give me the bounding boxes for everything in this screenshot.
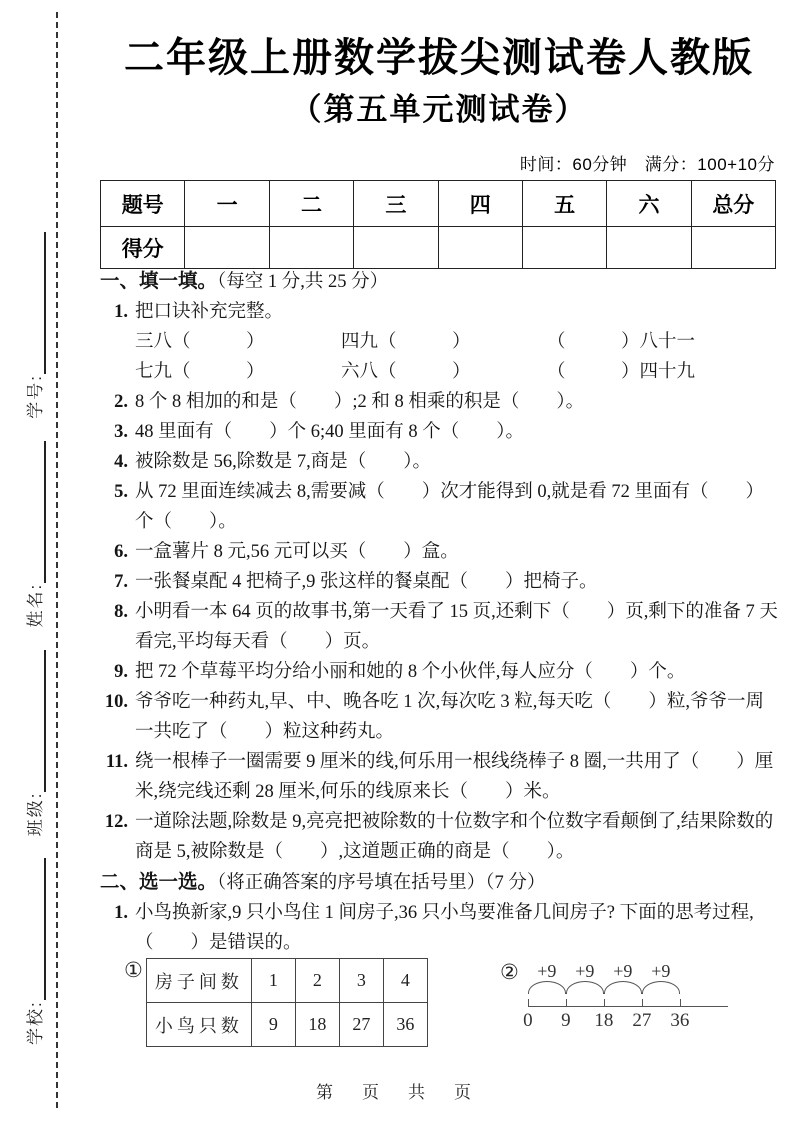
tick-label: 36 bbox=[670, 1010, 690, 1031]
birds-houses-table bbox=[146, 958, 428, 1047]
question-item-6 bbox=[100, 537, 778, 567]
plus9-label: +9 bbox=[651, 961, 671, 981]
student-number-blank-line bbox=[24, 232, 46, 374]
question-text: 被除数是 56,除数是 7,商是（ ）。 bbox=[135, 452, 432, 472]
score-table-header-row bbox=[101, 181, 776, 227]
score-table-col: 总分 bbox=[691, 181, 775, 227]
score-table-score-row bbox=[101, 227, 776, 269]
question-number: 2. bbox=[114, 392, 128, 412]
question-item-10 bbox=[100, 687, 778, 747]
question-text: 把 72 个草莓平均分给小丽和她的 8 个小伙伴,每人应分（ ）个。 bbox=[135, 662, 686, 682]
plus9-label: +9 bbox=[575, 961, 595, 981]
plus9-label: +9 bbox=[537, 961, 557, 981]
name-label: 姓名: bbox=[25, 582, 45, 628]
section1-heading bbox=[100, 266, 778, 297]
name-field bbox=[21, 441, 46, 628]
arc bbox=[566, 981, 604, 994]
question-item-9 bbox=[100, 657, 778, 687]
question-item-3 bbox=[100, 417, 778, 447]
formula-row-2 bbox=[100, 357, 778, 387]
score-table bbox=[100, 180, 776, 269]
page-subtitle: （第五单元测试卷） bbox=[290, 92, 588, 127]
score-cell-empty bbox=[185, 227, 269, 269]
class-blank-line bbox=[24, 650, 46, 792]
option-2-numberline-group bbox=[500, 960, 758, 1032]
formula-blank: 四九（ ） bbox=[341, 332, 471, 352]
score-cell-empty bbox=[269, 227, 353, 269]
score-table-col: 五 bbox=[522, 181, 606, 227]
question-text: 一道除法题,除数是 9,亮亮把被除数的十位数字和个位数字看颠倒了,结果除数的商是 5,被除数是（ ）,这道题正确的商是（ ）。 bbox=[135, 812, 774, 862]
formula-blank: （ ）四十九 bbox=[547, 362, 696, 382]
student-number-label: 学号: bbox=[25, 374, 45, 419]
question-item-8 bbox=[100, 597, 778, 657]
number-line-axis bbox=[528, 1006, 728, 1007]
question-number: 12. bbox=[104, 812, 128, 832]
question-text: 爷爷吃一种药丸,早、中、晚各吃 1 次,每次吃 3 粒,每天吃（ ）粒,爷爷一周一共吃了（ ）粒这种药丸。 bbox=[135, 692, 765, 742]
question-body bbox=[100, 266, 778, 958]
section2-heading-note: （将正确答案的序号填在括号里）（7 分） bbox=[217, 873, 546, 893]
section2-heading bbox=[100, 867, 778, 898]
arc bbox=[528, 981, 566, 994]
tick-label: 0 bbox=[523, 1010, 533, 1031]
class-label: 班级: bbox=[25, 791, 45, 837]
score-cell-empty bbox=[438, 227, 522, 269]
score-table-col: 四 bbox=[438, 181, 522, 227]
page-footer: 第 页 共 页 bbox=[316, 1083, 477, 1102]
question-text: 8 个 8 相加的和是（ ）;2 和 8 相乘的积是（ ）。 bbox=[135, 392, 585, 412]
score-cell-empty bbox=[607, 227, 691, 269]
score-cell-empty bbox=[691, 227, 775, 269]
question-number: 3. bbox=[114, 422, 128, 442]
section1-heading-title: 一、填一填。 bbox=[100, 270, 218, 292]
question-item-4 bbox=[100, 447, 778, 477]
school-blank-line bbox=[24, 858, 46, 1000]
section2-question-1 bbox=[100, 898, 778, 958]
question-number: 1. bbox=[114, 903, 128, 923]
question-number: 8. bbox=[114, 602, 128, 622]
score-cell-empty bbox=[522, 227, 606, 269]
question-text: 一张餐桌配 4 把椅子,9 张这样的餐桌配（ ）把椅子。 bbox=[135, 572, 598, 592]
arc bbox=[642, 981, 680, 994]
plus9-arcs bbox=[528, 962, 680, 994]
question-item-7 bbox=[100, 567, 778, 597]
arc bbox=[604, 981, 642, 994]
score-row-label: 得分 bbox=[101, 227, 185, 269]
formula-row-1 bbox=[100, 327, 778, 357]
formula-blank: 七九（ ） bbox=[135, 362, 265, 382]
formula-blank: （ ）八十一 bbox=[547, 332, 696, 352]
question-item-2 bbox=[100, 387, 778, 417]
tick bbox=[680, 999, 681, 1007]
question-number: 10. bbox=[104, 692, 128, 712]
tick bbox=[528, 999, 529, 1007]
tick bbox=[566, 999, 567, 1007]
question-item-11 bbox=[100, 747, 778, 807]
option-2-marker: ② bbox=[500, 960, 519, 984]
question-number: 6. bbox=[114, 542, 128, 562]
formula-blank: 三八（ ） bbox=[135, 332, 265, 352]
option-1-marker: ① bbox=[124, 958, 143, 982]
page-title: 二年级上册数学拔尖测试卷人教版 bbox=[124, 36, 754, 80]
fold-dashed-line bbox=[56, 12, 58, 1108]
tick-label: 9 bbox=[561, 1010, 571, 1031]
tick bbox=[604, 999, 605, 1007]
birds-count-label: 小鸟只数 bbox=[146, 1003, 251, 1047]
time-score-info: 时间：60分钟 满分：100+10分 bbox=[519, 155, 775, 174]
question-item-12 bbox=[100, 807, 778, 867]
question-text: 从 72 里面连续减去 8,需要减（ ）次才能得到 0,就是看 72 里面有（ ）个（ ）。 bbox=[135, 482, 765, 532]
question-text: 一盒薯片 8 元,56 元可以买（ ）盒。 bbox=[135, 542, 459, 562]
option-1-table-group bbox=[124, 958, 428, 1047]
name-blank-line bbox=[24, 441, 46, 583]
school-label: 学校: bbox=[25, 1000, 45, 1045]
question-item-5 bbox=[100, 477, 778, 537]
student-number-field bbox=[21, 232, 46, 419]
score-cell-empty bbox=[354, 227, 438, 269]
question-number: 7. bbox=[114, 572, 128, 592]
score-table-col: 三 bbox=[354, 181, 438, 227]
question-number: 9. bbox=[114, 662, 128, 682]
plus9-label: +9 bbox=[613, 961, 633, 981]
tick-label: 18 bbox=[594, 1010, 614, 1031]
question-number: 4. bbox=[114, 452, 128, 472]
table-row: 小鸟只数 9 18 27 36 bbox=[146, 1003, 427, 1047]
tick bbox=[642, 999, 643, 1007]
class-field bbox=[21, 650, 46, 837]
question-text: 48 里面有（ ）个 6;40 里面有 8 个（ ）。 bbox=[135, 422, 525, 442]
school-field bbox=[21, 858, 46, 1045]
tick-label: 27 bbox=[632, 1010, 652, 1031]
question-text: 小鸟换新家,9 只小鸟住 1 间房子,36 只小鸟要准备几间房子? 下面的思考过程,（ ）是错误的。 bbox=[135, 903, 754, 953]
question-item-1 bbox=[100, 297, 778, 327]
question-text: 小明看一本 64 页的故事书,第一天看了 15 页,还剩下（ ）页,剩下的准备 7 天看完,平均每天看（ ）页。 bbox=[135, 602, 778, 652]
formula-blank: 六八（ ） bbox=[341, 362, 471, 382]
question-number: 11. bbox=[105, 752, 128, 772]
score-table-col: 二 bbox=[269, 181, 353, 227]
score-table-col: 六 bbox=[607, 181, 691, 227]
score-table-col: 一 bbox=[185, 181, 269, 227]
question-number: 5. bbox=[114, 482, 128, 502]
answer-options-row bbox=[100, 956, 778, 1056]
question-text: 绕一根棒子一圈需要 9 厘米的线,何乐用一根线绕棒子 8 圈,一共用了（ ）厘米,绕完线还剩 28 厘米,何乐的线原来长（ ）米。 bbox=[135, 752, 774, 802]
section1-heading-note: （每空 1 分,共 25 分） bbox=[217, 272, 389, 292]
score-table-header-label: 题号 bbox=[101, 181, 185, 227]
houses-count-label: 房子间数 bbox=[146, 959, 251, 1003]
table-row: 房子间数 1 2 3 4 bbox=[146, 959, 427, 1003]
student-info-fields bbox=[12, 80, 54, 1045]
section2-heading-title: 二、选一选。 bbox=[100, 871, 218, 893]
number-line bbox=[523, 961, 758, 1032]
question-number: 1. bbox=[114, 302, 128, 322]
question-text: 把口诀补充完整。 bbox=[135, 302, 284, 322]
